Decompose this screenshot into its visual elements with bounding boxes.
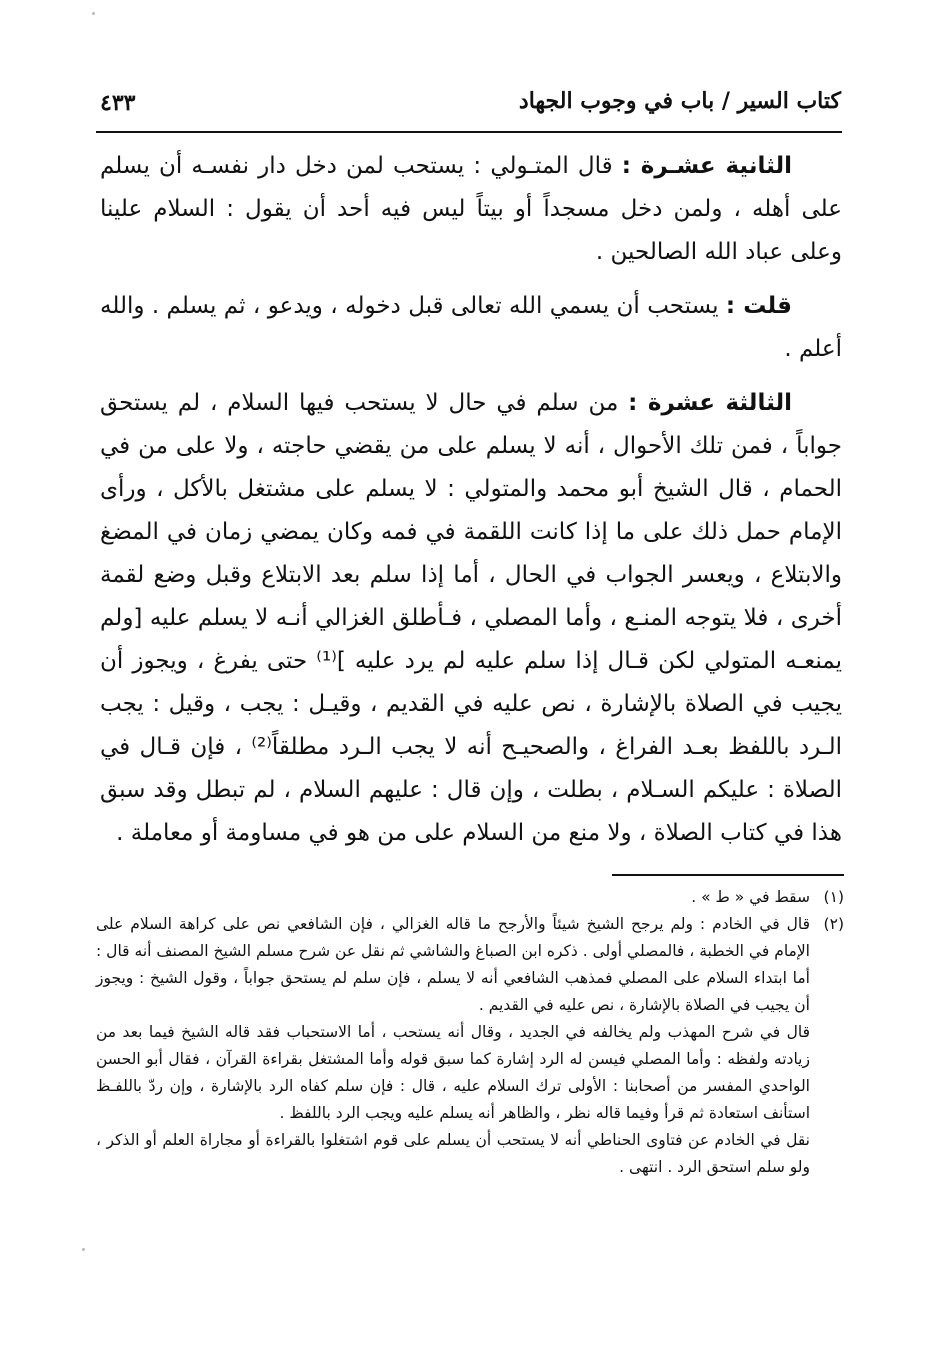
paragraph-text: من سلم في حال لا يستحب فيها السلام ، لم يستحق جواباً ، فمن تلك الأحوال ، أنه لا يسلم على من يقضي حاجته ، ولا على من في الحمام ، قال الشيخ أبو محمد والمتولي : لا يسلم على مشتغل بالأكل ، ورأى الإمام حمل ذلك على ما إذا كانت اللقمة في فمه وكان يمضي زمان في المضغ والابتلاع ، ويعسر الجواب في الحال ، أما إذا سلم بعد الابتلاع وقبل وضع لقمة أخرى ، فلا يتوجه المنـع ، وأما المصلي ، فـأطلق الغزالي أنـه لا يسلم عليه [ولم يمنعـه المتولي لكن قـال إذا سلم عليه لم يرد عليه ]⁽¹⁾ حتى يفرغ ، ويجوز أن يجيب في الصلاة بالإشارة ، نص عليه في القديم ، وقيـل : يجب ، وقيل : يجب الـرد باللفظ بعـد الفراغ ، والصحيـح أنه لا يجب الـرد مطلقاً⁽²⁾ ، فإن قـال في الصلاة : عليكم السـلام ، بطلت ، وإن قال : عليهم السلام ، لم تبطل وقد سبق هذا في كتاب الصلاة ، ولا منع من السلام على من هو في مساومة أو معاملة .: [100, 390, 843, 846]
paragraph: [100, 285, 842, 371]
footnote-rule: [612, 874, 844, 876]
paragraph-lead: الثانية عشـرة :: [621, 153, 792, 179]
paragraph-text: يستحب أن يسمي الله تعالى قبل دخوله ، ويدعو ، ثم يسلم . والله أعلم .: [100, 293, 842, 362]
paragraph: [100, 382, 842, 855]
footnotes: [96, 884, 844, 1181]
footnote-text: قال في شرح المهذب ولم يخالفه في الجديد ، وقال أنه يستحب ، أما الاستحباب فقد قاله الشيخ فيما بعد من زيادته ولفظه : وأما المصلي فيسن له الرد إشارة كما سبق قوله وأما المشتغل بقراءة القرآن ، فقال أبو الحسن الواحدي المفسر من أصحابنا : الأولى ترك السلام عليه ، قال : فإن سلم كفاه الرد بالإشارة ، وإن ردّ باللفـظ استأنف استعادة ثم قرأ وفيما قاله نظر ، والظاهر أنه يسلم عليه ويجب الرد باللفظ .: [96, 1023, 810, 1122]
chapter-title: كتاب السير / باب في وجوب الجهاد: [518, 88, 841, 114]
footnote-number: (٢): [823, 915, 844, 933]
main-text: [100, 145, 842, 866]
page-number: ٤٣٣: [100, 90, 136, 116]
paragraph-lead: الثالثة عشرة :: [628, 390, 792, 416]
paragraph-text: قال المتـولي : يستحب لمن دخل دار نفسـه أن يسلم على أهله ، ولمن دخل مسجداً أو بيتاً ليس فيه أحد أن يقول : السلام علينا وعلى عباد الله الصالحين .: [100, 153, 842, 265]
header-rule: [96, 131, 842, 133]
footnote-number: (١): [823, 888, 844, 906]
scan-speck: [92, 12, 95, 15]
scan-speck: [82, 1248, 85, 1251]
footnote: [96, 911, 844, 1181]
footnote-text: سقط في « ط » .: [691, 888, 810, 906]
footnote: [96, 884, 844, 911]
running-header: [96, 88, 841, 126]
footnote-text: نقل في الخادم عن فتاوى الحناطي أنه لا يستحب أن يسلم على قوم اشتغلوا بالقراءة أو مجاراة العلم أو الذكر ، ولو سلم استحق الرد . انتهى .: [96, 1131, 810, 1176]
paragraph: [100, 145, 842, 274]
footnote-text: قال في الخادم : ولم يرجح الشيخ شيئاً والأرجح ما قاله الغزالي ، فإن الشافعي نص على كراهة السلام على الإمام في الخطبة ، فالمصلي أولى . ذكره ابن الصباغ والشاشي ثم نقل عن شرح مسلم الشيخ المصنف أنه قال : أما ابتداء السلام على المصلي فمذهب الشافعي أنه لا يسلم ، فإن سلم لم يستحق جواباً ، وقول الشيخ : ويجوز أن يجيب في الصلاة بالإشارة ، نص عليه في القديم .: [96, 915, 810, 1014]
paragraph-lead: قلت :: [725, 293, 792, 319]
